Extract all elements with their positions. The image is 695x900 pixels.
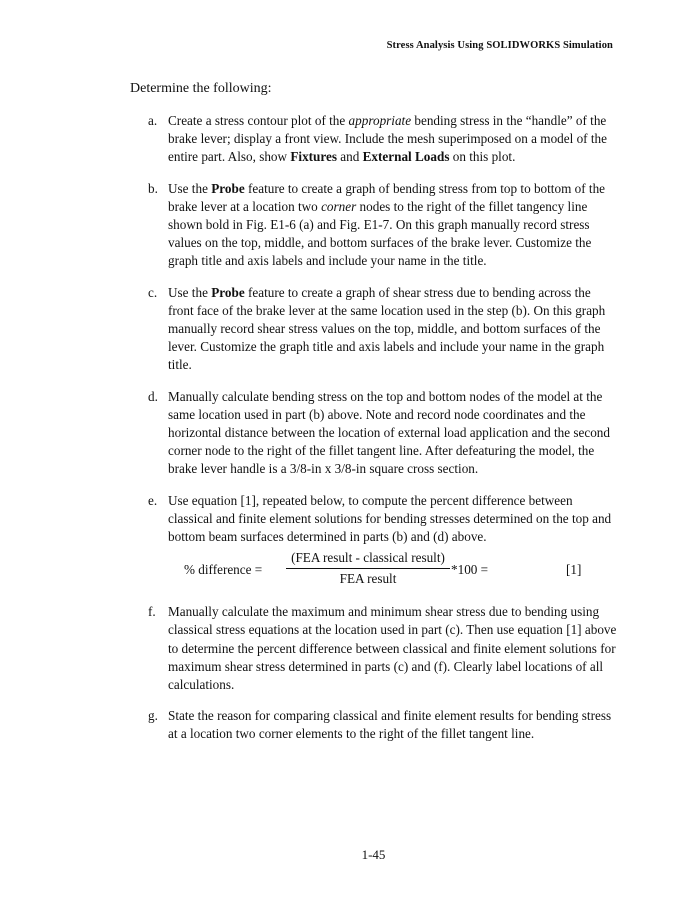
question-text: and: [336, 149, 363, 165]
question-text: State the reason for comparing classical and finite element results for bending stress at a location two corner elements to the right of the fillet tangent line.: [168, 708, 612, 742]
question-b: [148, 180, 618, 271]
question-text: nodes to the right of the fillet tangency line shown bold in Fig. E1-6 (a) and Fig. E1-7. On this graph manually record stress values on the top, middle, and bottom surfaces of the brake lever. Customize the graph title and axis labels and include your name in the title.: [168, 198, 592, 269]
question-list: [148, 112, 618, 757]
equation-multiplier: *100 =: [451, 562, 489, 578]
question-label: c.: [148, 284, 158, 300]
equation-denominator: FEA result: [339, 571, 397, 587]
intro-text: Determine the following:: [130, 81, 272, 96]
percent-difference-equation: [148, 550, 618, 594]
question-text: Create a stress contour plot of the: [168, 113, 349, 128]
question-c: [148, 284, 618, 375]
question-text: feature to create a graph of shear stress due to bending across the front face of the brake lever at the same location used in the step (b). On this graph manually record shear stress values on the top, middle, and bottom surfaces of the lever. Customize the graph title and axis labels and include your name in the graph title.: [168, 284, 606, 373]
bold-term: External Loads: [362, 149, 450, 165]
question-g: [148, 707, 618, 743]
question-text: Use equation [1], repeated below, to compute the percent difference between classical and finite element solutions for bending stresses determined on the top and bottom beam surfaces determined in parts (b) and (d) above.: [168, 492, 612, 545]
question-label: a.: [148, 113, 158, 128]
emphasis-text: appropriate: [348, 113, 412, 128]
equation-reference: [1]: [566, 562, 582, 578]
question-text: Manually calculate the maximum and minimum shear stress due to bending using classical stress equations at the location used in part (c). Then use equation [1] above to determine the percent difference between classical and finite element solutions for maximum shear stress determined in parts (c) and (f). Clearly label locations of all calculations.: [168, 604, 617, 693]
bold-term: Fixtures: [290, 149, 337, 165]
question-text: on this plot.: [449, 149, 516, 165]
bold-term: Probe: [211, 180, 245, 196]
question-label: e.: [148, 492, 158, 508]
emphasis-text: corner: [321, 198, 357, 214]
question-text: bending stress in the “handle” of the brake lever; display a front view. Include the mesh superimposed on a model of the entire part. Also, show: [168, 113, 607, 165]
question-label: g.: [148, 708, 158, 724]
page-number-footer: [0, 847, 695, 863]
equation-fraction: [286, 550, 450, 587]
equation-numerator: (FEA result - classical result): [286, 550, 450, 569]
page-number: 1-45: [361, 847, 386, 862]
question-e: [148, 492, 618, 547]
question-label: d.: [148, 388, 158, 404]
question-text: Use the: [168, 284, 212, 300]
question-d: [148, 388, 618, 479]
question-text: Manually calculate bending stress on the top and bottom nodes of the model at the same location used in part (b) above. Note and record node coordinates and the horizontal distance between the location of external load application and the second corner node to the right of the fillet tangent line. After defeaturing the model, the brake lever handle is a 3/8-in x 3/8-in square cross section.: [168, 388, 610, 477]
question-a: [148, 112, 618, 167]
question-label: f.: [148, 604, 156, 620]
question-f: [148, 603, 618, 694]
running-header: Stress Analysis Using SOLIDWORKS Simulation: [386, 40, 613, 51]
bold-term: Probe: [211, 284, 245, 300]
question-label: b.: [148, 180, 158, 196]
question-text: Use the: [168, 180, 212, 196]
question-text: feature to create a graph of bending stress from top to bottom of the brake lever at a location two: [168, 180, 606, 214]
equation-lhs: % difference =: [184, 562, 263, 578]
